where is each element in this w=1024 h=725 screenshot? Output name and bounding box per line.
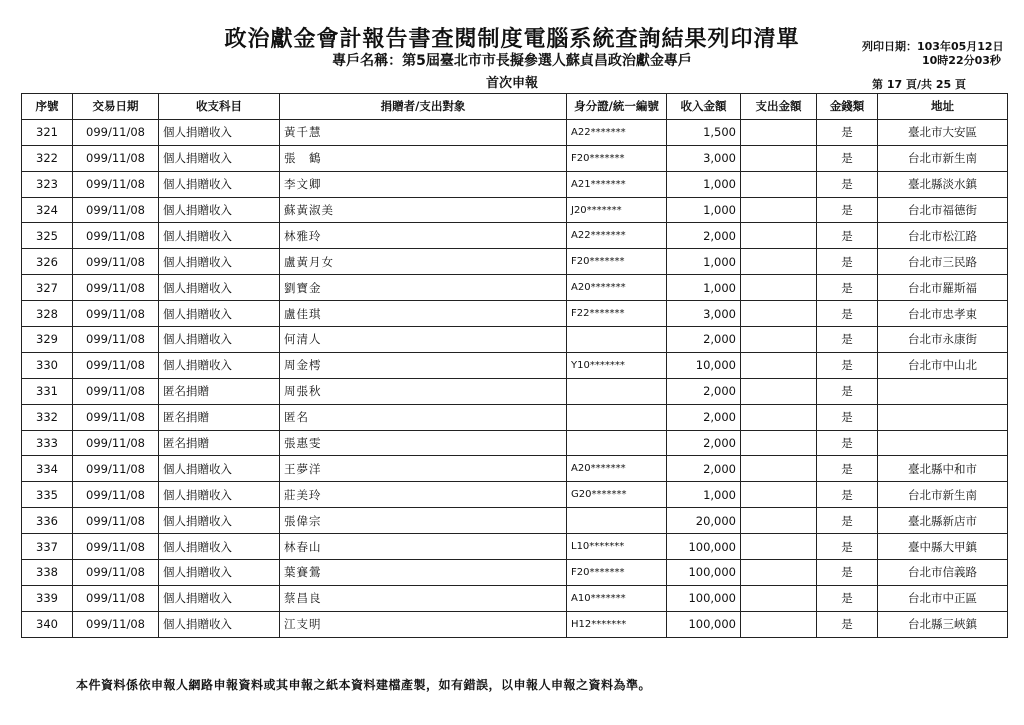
cell-donor: 張惠雯 xyxy=(280,430,567,456)
cell-donor: 盧佳琪 xyxy=(280,301,567,327)
cell-no: 324 xyxy=(22,197,73,223)
cell-expense xyxy=(741,378,817,404)
cell-category: 個人捐贈收入 xyxy=(159,352,280,378)
cell-address: 臺北市大安區 xyxy=(878,119,1008,145)
table-row xyxy=(22,223,1008,249)
cell-address: 台北市新生南 xyxy=(878,482,1008,508)
cell-id: Y10******* xyxy=(567,352,667,378)
cell-id: A20******* xyxy=(567,275,667,301)
cell-expense xyxy=(741,197,817,223)
cell-money-type: 是 xyxy=(817,197,878,223)
cell-category: 個人捐贈收入 xyxy=(159,456,280,482)
cell-money-type: 是 xyxy=(817,585,878,611)
cell-no: 328 xyxy=(22,301,73,327)
cell-income: 2,000 xyxy=(667,223,741,249)
cell-address: 臺北縣中和市 xyxy=(878,456,1008,482)
cell-date: 099/11/08 xyxy=(73,223,159,249)
cell-income: 1,000 xyxy=(667,249,741,275)
cell-money-type: 是 xyxy=(817,171,878,197)
cell-category: 個人捐贈收入 xyxy=(159,611,280,637)
cell-id: F20******* xyxy=(567,145,667,171)
report-type: 首次申報 xyxy=(485,76,538,91)
table-row xyxy=(22,378,1008,404)
col-header-address: 地址 xyxy=(878,94,1008,120)
table-row xyxy=(22,585,1008,611)
cell-no: 330 xyxy=(22,352,73,378)
table-row xyxy=(22,508,1008,534)
cell-date: 099/11/08 xyxy=(73,456,159,482)
cell-no: 327 xyxy=(22,275,73,301)
cell-expense xyxy=(741,611,817,637)
cell-donor: 李文卿 xyxy=(280,171,567,197)
table-body xyxy=(22,119,1008,637)
cell-income: 20,000 xyxy=(667,508,741,534)
donation-table xyxy=(21,93,1008,638)
cell-date: 099/11/08 xyxy=(73,430,159,456)
cell-money-type: 是 xyxy=(817,301,878,327)
cell-no: 329 xyxy=(22,327,73,353)
cell-money-type: 是 xyxy=(817,534,878,560)
cell-address: 台北市永康街 xyxy=(878,327,1008,353)
cell-money-type: 是 xyxy=(817,249,878,275)
cell-address: 台北市新生南 xyxy=(878,145,1008,171)
cell-donor: 江支明 xyxy=(280,611,567,637)
cell-id: H12******* xyxy=(567,611,667,637)
cell-money-type: 是 xyxy=(817,611,878,637)
col-header-id: 身分證/統一編號 xyxy=(567,94,667,120)
table-row xyxy=(22,404,1008,430)
cell-id: F22******* xyxy=(567,301,667,327)
cell-date: 099/11/08 xyxy=(73,171,159,197)
cell-date: 099/11/08 xyxy=(73,145,159,171)
table-row xyxy=(22,430,1008,456)
cell-expense xyxy=(741,249,817,275)
cell-category: 個人捐贈收入 xyxy=(159,145,280,171)
cell-address: 臺北縣淡水鎮 xyxy=(878,171,1008,197)
print-date: 列印日期：103年05月12日 xyxy=(862,40,1004,53)
cell-date: 099/11/08 xyxy=(73,352,159,378)
cell-id: J20******* xyxy=(567,197,667,223)
cell-id xyxy=(567,430,667,456)
cell-date: 099/11/08 xyxy=(73,560,159,586)
cell-address xyxy=(878,404,1008,430)
cell-money-type: 是 xyxy=(817,275,878,301)
cell-category: 個人捐贈收入 xyxy=(159,585,280,611)
cell-expense xyxy=(741,404,817,430)
cell-category: 個人捐贈收入 xyxy=(159,327,280,353)
cell-donor: 周金樗 xyxy=(280,352,567,378)
cell-id: F20******* xyxy=(567,249,667,275)
cell-money-type: 是 xyxy=(817,560,878,586)
cell-date: 099/11/08 xyxy=(73,378,159,404)
cell-donor: 葉賽鶯 xyxy=(280,560,567,586)
cell-income: 1,000 xyxy=(667,275,741,301)
cell-expense xyxy=(741,508,817,534)
cell-category: 個人捐贈收入 xyxy=(159,223,280,249)
cell-money-type: 是 xyxy=(817,456,878,482)
cell-id xyxy=(567,327,667,353)
cell-id: G20******* xyxy=(567,482,667,508)
col-header-expense: 支出金額 xyxy=(741,94,817,120)
table-row xyxy=(22,456,1008,482)
cell-address: 台北市中正區 xyxy=(878,585,1008,611)
cell-address xyxy=(878,430,1008,456)
table-row xyxy=(22,301,1008,327)
table-row xyxy=(22,482,1008,508)
col-header-category: 收支科目 xyxy=(159,94,280,120)
cell-address: 台北縣三峽鎮 xyxy=(878,611,1008,637)
cell-expense xyxy=(741,585,817,611)
cell-money-type: 是 xyxy=(817,482,878,508)
cell-income: 2,000 xyxy=(667,430,741,456)
cell-category: 個人捐贈收入 xyxy=(159,275,280,301)
table-header-row xyxy=(22,94,1008,120)
cell-date: 099/11/08 xyxy=(73,327,159,353)
cell-id xyxy=(567,508,667,534)
cell-address: 台北市中山北 xyxy=(878,352,1008,378)
cell-no: 332 xyxy=(22,404,73,430)
cell-address: 台北市忠孝東 xyxy=(878,301,1008,327)
table-row xyxy=(22,611,1008,637)
cell-income: 100,000 xyxy=(667,560,741,586)
cell-income: 1,000 xyxy=(667,482,741,508)
cell-date: 099/11/08 xyxy=(73,197,159,223)
cell-expense xyxy=(741,223,817,249)
cell-no: 321 xyxy=(22,119,73,145)
cell-donor: 張 鶴 xyxy=(280,145,567,171)
cell-category: 個人捐贈收入 xyxy=(159,171,280,197)
cell-income: 2,000 xyxy=(667,404,741,430)
cell-category: 個人捐贈收入 xyxy=(159,534,280,560)
cell-donor: 黃千慧 xyxy=(280,119,567,145)
cell-id: L10******* xyxy=(567,534,667,560)
cell-category: 個人捐贈收入 xyxy=(159,249,280,275)
cell-donor: 莊美玲 xyxy=(280,482,567,508)
cell-id: A10******* xyxy=(567,585,667,611)
table-row xyxy=(22,352,1008,378)
cell-income: 2,000 xyxy=(667,456,741,482)
cell-address: 台北市福德街 xyxy=(878,197,1008,223)
table-row xyxy=(22,275,1008,301)
cell-address: 臺中縣大甲鎮 xyxy=(878,534,1008,560)
cell-income: 1,000 xyxy=(667,171,741,197)
cell-donor: 周張秋 xyxy=(280,378,567,404)
cell-category: 個人捐贈收入 xyxy=(159,119,280,145)
table-row xyxy=(22,145,1008,171)
cell-donor: 林春山 xyxy=(280,534,567,560)
cell-category: 匿名捐贈 xyxy=(159,378,280,404)
cell-expense xyxy=(741,145,817,171)
cell-donor: 王夢洋 xyxy=(280,456,567,482)
cell-no: 325 xyxy=(22,223,73,249)
cell-no: 326 xyxy=(22,249,73,275)
cell-expense xyxy=(741,482,817,508)
cell-money-type: 是 xyxy=(817,119,878,145)
cell-id xyxy=(567,378,667,404)
table-row xyxy=(22,534,1008,560)
table-row xyxy=(22,249,1008,275)
cell-no: 334 xyxy=(22,456,73,482)
cell-address xyxy=(878,378,1008,404)
table-row xyxy=(22,327,1008,353)
cell-income: 100,000 xyxy=(667,611,741,637)
table-row xyxy=(22,197,1008,223)
col-header-income: 收入金額 xyxy=(667,94,741,120)
cell-no: 338 xyxy=(22,560,73,586)
footer-note: 本件資料係依申報人網路申報資料或其申報之紙本資料建檔產製，如有錯誤，以申報人申報之資料為準。 xyxy=(76,678,652,692)
cell-category: 個人捐贈收入 xyxy=(159,560,280,586)
table-row xyxy=(22,560,1008,586)
print-time: 10時22分03秒 xyxy=(922,54,1001,67)
cell-income: 10,000 xyxy=(667,352,741,378)
cell-money-type: 是 xyxy=(817,378,878,404)
cell-income: 2,000 xyxy=(667,327,741,353)
cell-address: 台北市三民路 xyxy=(878,249,1008,275)
cell-address: 臺北縣新店市 xyxy=(878,508,1008,534)
cell-id: A20******* xyxy=(567,456,667,482)
cell-expense xyxy=(741,352,817,378)
cell-donor: 蘇黃淑美 xyxy=(280,197,567,223)
cell-date: 099/11/08 xyxy=(73,301,159,327)
cell-expense xyxy=(741,119,817,145)
cell-address: 台北市松江路 xyxy=(878,223,1008,249)
cell-donor: 張偉宗 xyxy=(280,508,567,534)
cell-donor: 何清人 xyxy=(280,327,567,353)
cell-expense xyxy=(741,430,817,456)
cell-income: 100,000 xyxy=(667,585,741,611)
cell-no: 336 xyxy=(22,508,73,534)
table-row xyxy=(22,119,1008,145)
cell-money-type: 是 xyxy=(817,327,878,353)
cell-date: 099/11/08 xyxy=(73,275,159,301)
cell-date: 099/11/08 xyxy=(73,585,159,611)
col-header-no: 序號 xyxy=(22,94,73,120)
cell-category: 個人捐贈收入 xyxy=(159,482,280,508)
cell-expense xyxy=(741,275,817,301)
cell-id: F20******* xyxy=(567,560,667,586)
col-header-money-type: 金錢類 xyxy=(817,94,878,120)
cell-money-type: 是 xyxy=(817,508,878,534)
cell-expense xyxy=(741,456,817,482)
cell-category: 個人捐贈收入 xyxy=(159,508,280,534)
print-info xyxy=(862,40,1004,68)
cell-id: A22******* xyxy=(567,119,667,145)
account-name: 專戶名稱：第5屆臺北市市長擬參選人蘇貞昌政治獻金專戶 xyxy=(332,53,692,69)
cell-category: 匿名捐贈 xyxy=(159,404,280,430)
cell-income: 1,500 xyxy=(667,119,741,145)
cell-date: 099/11/08 xyxy=(73,534,159,560)
cell-date: 099/11/08 xyxy=(73,119,159,145)
cell-address: 台北市羅斯福 xyxy=(878,275,1008,301)
cell-category: 個人捐贈收入 xyxy=(159,197,280,223)
col-header-date: 交易日期 xyxy=(73,94,159,120)
cell-money-type: 是 xyxy=(817,430,878,456)
cell-no: 322 xyxy=(22,145,73,171)
cell-expense xyxy=(741,327,817,353)
cell-money-type: 是 xyxy=(817,352,878,378)
cell-date: 099/11/08 xyxy=(73,508,159,534)
cell-donor: 蔡昌良 xyxy=(280,585,567,611)
col-header-donor: 捐贈者/支出對象 xyxy=(280,94,567,120)
cell-no: 340 xyxy=(22,611,73,637)
cell-expense xyxy=(741,534,817,560)
cell-id xyxy=(567,404,667,430)
cell-money-type: 是 xyxy=(817,145,878,171)
cell-expense xyxy=(741,301,817,327)
cell-donor: 林雅玲 xyxy=(280,223,567,249)
cell-no: 323 xyxy=(22,171,73,197)
cell-date: 099/11/08 xyxy=(73,482,159,508)
cell-donor: 劉寶金 xyxy=(280,275,567,301)
document-title: 政治獻金會計報告書查閱制度電腦系統查詢結果列印清單 xyxy=(224,27,800,52)
cell-date: 099/11/08 xyxy=(73,404,159,430)
cell-no: 337 xyxy=(22,534,73,560)
cell-address: 台北市信義路 xyxy=(878,560,1008,586)
cell-date: 099/11/08 xyxy=(73,611,159,637)
cell-category: 個人捐贈收入 xyxy=(159,301,280,327)
cell-expense xyxy=(741,560,817,586)
cell-no: 339 xyxy=(22,585,73,611)
cell-income: 3,000 xyxy=(667,145,741,171)
page-indicator: 第 17 頁/共 25 頁 xyxy=(872,78,966,91)
cell-income: 1,000 xyxy=(667,197,741,223)
cell-donor: 匿名 xyxy=(280,404,567,430)
cell-id: A21******* xyxy=(567,171,667,197)
cell-expense xyxy=(741,171,817,197)
cell-category: 匿名捐贈 xyxy=(159,430,280,456)
cell-income: 2,000 xyxy=(667,378,741,404)
cell-date: 099/11/08 xyxy=(73,249,159,275)
cell-money-type: 是 xyxy=(817,223,878,249)
cell-money-type: 是 xyxy=(817,404,878,430)
cell-no: 333 xyxy=(22,430,73,456)
cell-id: A22******* xyxy=(567,223,667,249)
cell-donor: 盧黃月女 xyxy=(280,249,567,275)
cell-no: 331 xyxy=(22,378,73,404)
cell-no: 335 xyxy=(22,482,73,508)
table-row xyxy=(22,171,1008,197)
cell-income: 3,000 xyxy=(667,301,741,327)
cell-income: 100,000 xyxy=(667,534,741,560)
